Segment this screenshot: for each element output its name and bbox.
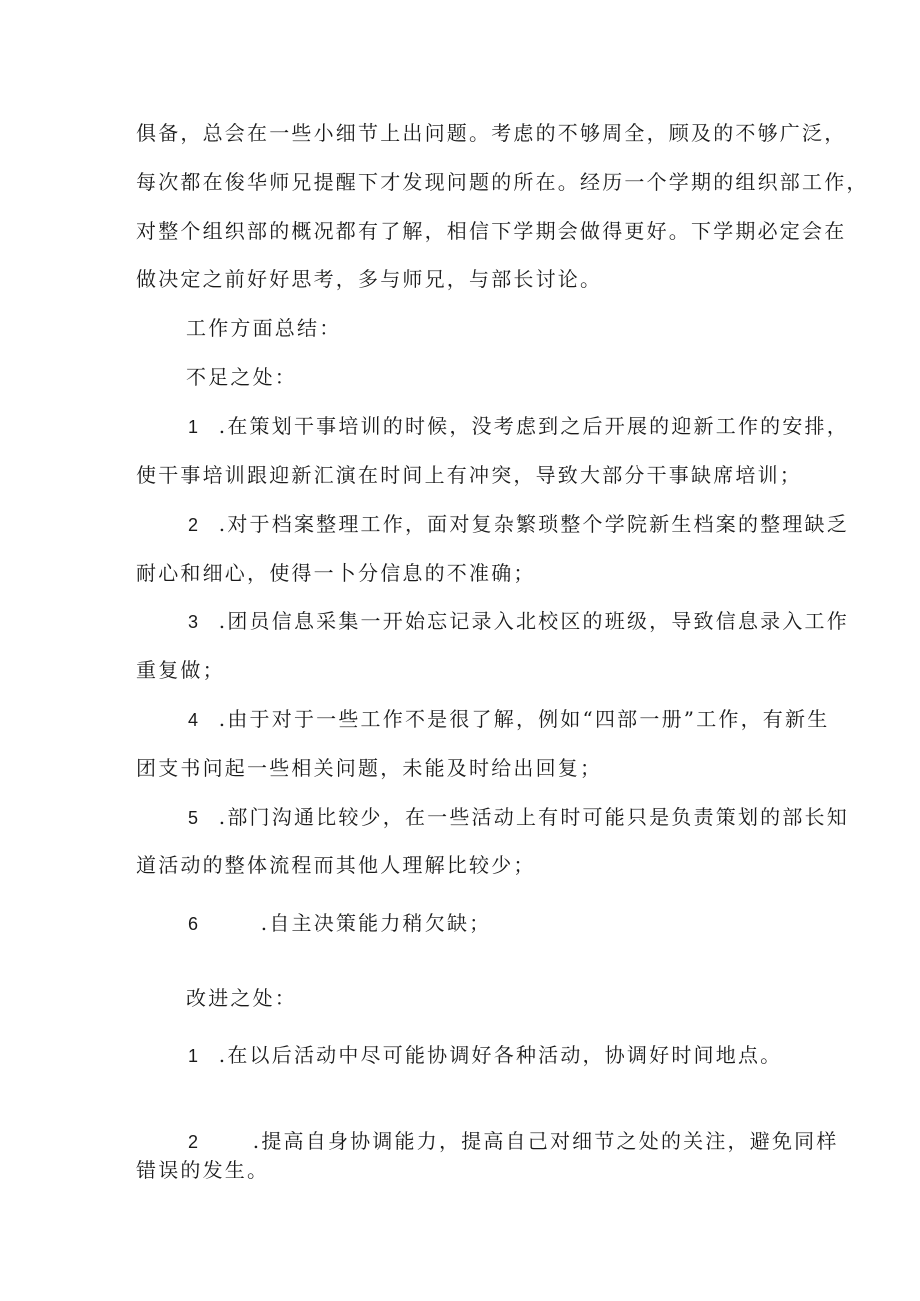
improvements-heading: 改进之处： <box>186 986 297 1010</box>
item-text: .在以后活动中尽可能协调好各种活动，协调好时间地点。 <box>218 1043 783 1067</box>
item-text: .部门沟通比较少，在一些活动上有时可能只是负责策划的部长知 <box>218 805 849 829</box>
shortcoming-item-3 <box>188 608 849 634</box>
shortcoming-item-6 <box>188 910 491 936</box>
shortcoming-item-3-cont: 重复做； <box>136 658 225 682</box>
shortcomings-heading: 不足之处： <box>186 365 297 389</box>
shortcoming-item-2-cont: 耐心和细心，使得一卜分信息的不准确； <box>136 561 536 585</box>
item-text: .自主决策能力稍欠缺； <box>260 911 492 935</box>
shortcoming-item-1-cont: 使干事培训跟迎新汇演在时间上有冲突，导致大部分干事缺席培训； <box>136 463 802 487</box>
improvement-item-2-cont: 错误的发生。 <box>136 1158 270 1182</box>
item-number: 2 <box>188 1132 201 1152</box>
shortcoming-item-1 <box>188 413 849 439</box>
item-text: .提高自身协调能力，提高自己对细节之处的关注，避免同样 <box>252 1129 839 1153</box>
intro-line-2: 每次都在俊华师兄提醒下才发现问题的所在。经历一个学期的组织部工作， <box>136 170 869 194</box>
shortcoming-item-4 <box>188 706 829 732</box>
item-number: 1 <box>188 417 201 437</box>
improvement-item-2 <box>188 1128 839 1154</box>
shortcoming-item-2 <box>188 511 849 537</box>
item-number: 3 <box>188 612 201 632</box>
item-text: .由于对于一些工作不是很了解，例如“四部一册”工作，有新生 <box>218 707 830 731</box>
item-number: 5 <box>188 808 201 828</box>
intro-line-1: 俱备，总会在一些小细节上出问题。考虑的不够周全，顾及的不够广泛， <box>136 121 847 145</box>
item-number: 6 <box>188 914 201 934</box>
item-text: .在策划干事培训的时候，没考虑到之后开展的迎新工作的安排， <box>218 414 849 438</box>
item-number: 1 <box>188 1046 201 1066</box>
section-title: 工作方面总结： <box>186 316 342 340</box>
shortcoming-item-5-cont: 道活动的整体流程而其他人理解比较少； <box>136 853 536 877</box>
item-number: 4 <box>188 710 201 730</box>
item-number: 2 <box>188 515 201 535</box>
item-text: .团员信息采集一开始忘记录入北校区的班级，导致信息录入工作 <box>218 609 849 633</box>
item-text: .对于档案整理工作，面对复杂繁琐整个学院新生档案的整理缺乏 <box>218 512 849 536</box>
intro-line-3: 对整个组织部的概况都有了解，相信下学期会做得更好。下学期必定会在 <box>136 219 847 243</box>
shortcoming-item-5 <box>188 804 849 830</box>
intro-line-4: 做决定之前好好思考，多与师兄，与部长讨论。 <box>136 267 603 291</box>
shortcoming-item-4-cont: 团支书问起一些相关问题，未能及时给出回复； <box>136 756 603 780</box>
improvement-item-1 <box>188 1042 782 1068</box>
